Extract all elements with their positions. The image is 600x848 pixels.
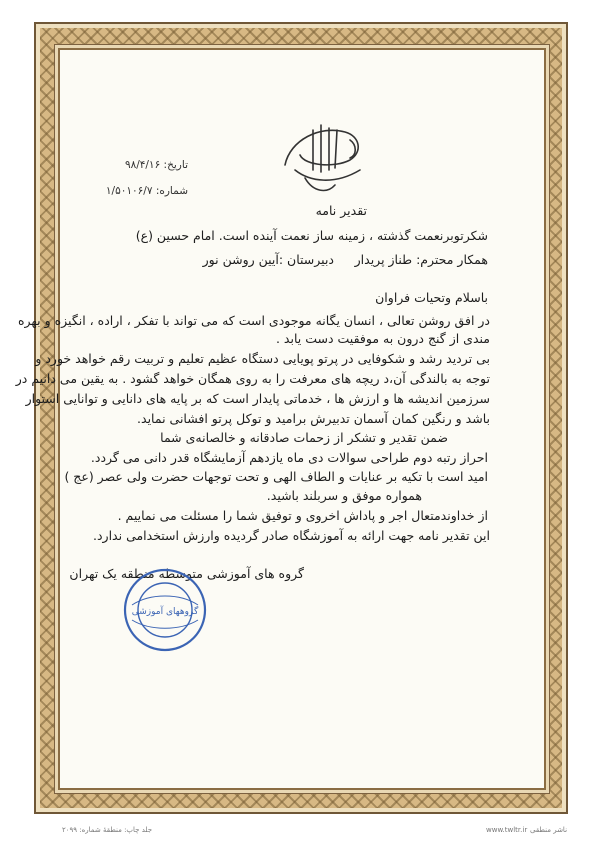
official-stamp <box>120 565 210 655</box>
body-line: سرزمین اندیشه ها و ارزش ها ، خدماتی پایدار است که بر پایه های دانایی و توانایی استوار <box>25 391 490 406</box>
page-title: تقدیر نامه <box>315 203 367 218</box>
signature-org: گروه های آموزشی متوسطه منطقه یک تهران <box>69 566 304 581</box>
calligraphy-logo <box>265 110 375 200</box>
appreciation-line: ضمن تقدیر و تشکر از زحمات صادقانه و خالصانه‌ی شما <box>160 430 448 445</box>
body-line: در افق روشن تعالی ، انسان یگانه موجودی است که می تواند با تفکر ، اراده ، انگیزه و بهره <box>17 313 490 328</box>
body-line: باشد و رنگین کمان آسمان تدبیرش برامید و توکل پرتو افشانی نماید. <box>137 411 490 426</box>
recipient-colleague: همکار محترم: طناز پریدار <box>354 252 488 267</box>
hope-line-2: همواره موفق و سربلند باشید. <box>266 488 422 503</box>
achievement-line: احراز رتبه دوم طراحی سوالات دی ماه یازدهم آزمایشگاه قدر دانی می گردد. <box>90 450 488 465</box>
hope-line: امید است با تکیه بر عنایات و الطاف الهی و تحت توجهات حضرت ولی عصر (عج ) <box>64 469 488 484</box>
footer-printer: ناشر منطقی <box>530 826 568 834</box>
stamp-text: گروههای آموزشی <box>131 607 199 617</box>
footer-code: جلد چاپ: منطقه‌ٔ شماره: ۲۰۹۹ <box>62 826 153 834</box>
date-label: تاریخ: ۹۸/۴/۱۶ <box>124 159 188 171</box>
quote-line: شکرتوبرنعمت گذشته ، زمینه ساز نعمت آینده است. امام حسین (ع) <box>135 228 488 243</box>
body-line: توجه به بالندگی آن،د ریچه های معرفت را به روی همگان خواهد گشود . به یقین می دانیم در <box>15 371 490 386</box>
number-label: شماره: ۱/۵۰۱۰۶/۷ <box>105 185 188 197</box>
recipient-school: دبیرستان :آیین روشن نور <box>202 252 334 267</box>
body-line: بی تردید رشد و شکوفایی در پرتو پویایی دستگاه عظیم تعلیم و تربیت رقم خواهد خورد و <box>35 351 490 366</box>
greeting: باسلام وتحیات فراوان <box>375 290 488 305</box>
notice-line: این تقدیر نامه جهت ارائه به آموزشگاه صادر گردیده وارزش استخدامی ندارد. <box>93 528 490 543</box>
body-line: مندی از گنج درون به موفقیت دست یابد . <box>275 331 490 346</box>
footer-web: www.twltr.ir <box>486 826 528 834</box>
prayer-line: از خداوندمتعال اجر و پاداش اخروی و توفیق شما را مسئلت می نماییم . <box>117 508 488 523</box>
